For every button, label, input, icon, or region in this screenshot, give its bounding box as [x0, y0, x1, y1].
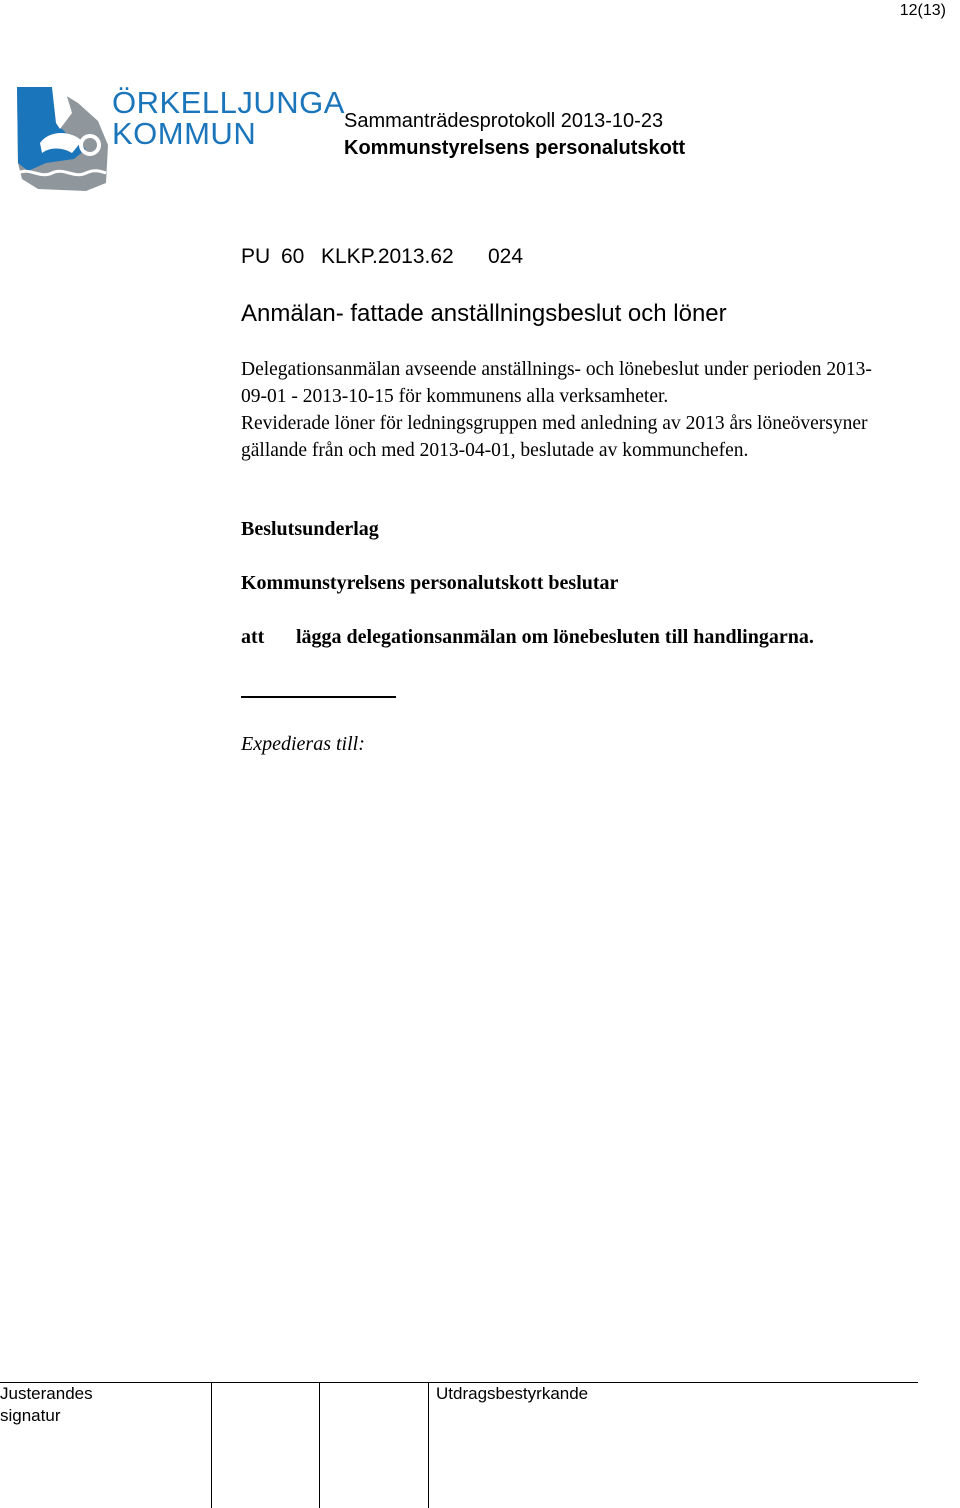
decision-att: att: [241, 626, 265, 648]
footer-certifying-label: Utdragsbestyrkande: [436, 1384, 589, 1403]
footer-signature-line2: signatur: [0, 1406, 61, 1425]
decision-text: lägga delegationsanmälan om lönebesluten till handlingarna.: [296, 626, 814, 648]
body-paragraph-2: Reviderade löner för ledningsgruppen med anledning av 2013 års löneöversyner gällande från och med 2013-04-01, beslutade av kommunchefen.: [241, 413, 868, 461]
case-number: 60: [281, 245, 305, 268]
case-prefix: PU: [241, 245, 271, 268]
divider: [241, 696, 396, 698]
coat-of-arms-icon: [16, 83, 112, 193]
protocol-title: Sammanträdesprotokoll 2013-10-23: [344, 110, 664, 132]
dispatch-label: Expedieras till:: [241, 733, 365, 755]
case-reference: KLKP.2013.62: [321, 245, 454, 268]
footer-column-divider: [428, 1383, 429, 1508]
case-code: 024: [488, 245, 524, 268]
body-paragraph-1: Delegationsanmälan avseende anställnings- och lönebeslut under perioden 2013-09-01 - 2013-10-15 för kommunens alla verksamheter.: [241, 359, 872, 407]
page-number: 12(13): [899, 2, 946, 19]
case-body: [241, 356, 881, 464]
logo-text-line1: ÖRKELLJUNGA: [112, 85, 345, 120]
footer-signature-line1: Justerandes: [0, 1384, 93, 1403]
footer-column-divider: [319, 1383, 320, 1508]
case-title: Anmälan- fattade anställningsbeslut och löner: [241, 300, 727, 327]
basis-heading: Beslutsunderlag: [241, 518, 379, 540]
footer-column-divider: [211, 1383, 212, 1508]
decision-heading: Kommunstyrelsens personalutskott beslutar: [241, 572, 619, 594]
footer-signature-label: [0, 1383, 93, 1427]
logo-text-line2: KOMMUN: [112, 116, 257, 151]
case-reference-line: [241, 245, 523, 269]
committee-name: Kommunstyrelsens personalutskott: [344, 137, 686, 159]
